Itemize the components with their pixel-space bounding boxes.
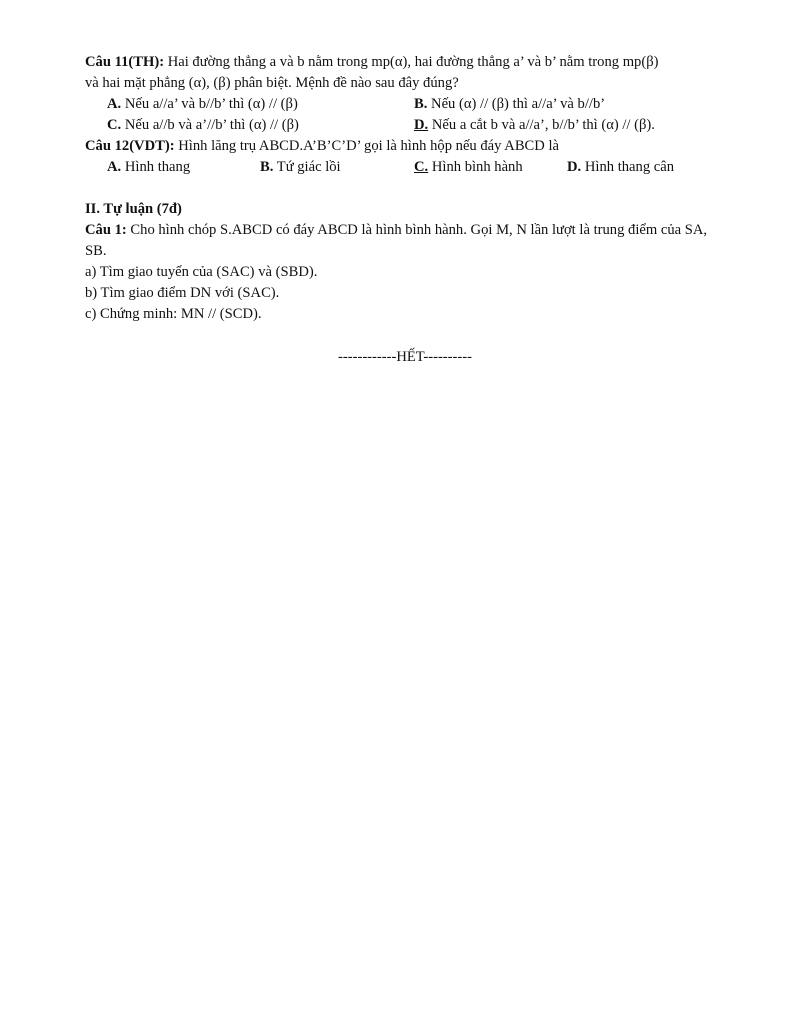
q11-option-c (107, 115, 299, 136)
q12-option-b-text: Tứ giác lồi (273, 159, 341, 175)
q12-options-row (85, 157, 725, 178)
q11-option-a-text: Nếu a//a’ và b//b’ thì (α) // (β) (121, 96, 298, 112)
q12-option-a-text: Hình thang (121, 159, 191, 175)
q11-options-row1 (85, 94, 725, 115)
q11-stem-line2: và hai mặt phẳng (α), (β) phân biệt. Mệnh đề nào sau đây đúng? (85, 75, 459, 91)
q11-option-c-letter: C. (107, 117, 122, 133)
q12-option-c-letter: C. (414, 159, 429, 175)
section2-part-b: b) Tìm giao điểm DN với (SAC). (85, 285, 280, 301)
q12-option-b (260, 157, 341, 178)
q11-option-b-text: Nếu (α) // (β) thì a//a’ và b//b’ (427, 96, 606, 112)
q11-option-d-letter: D. (414, 117, 429, 133)
q11-option-d-text: Nếu a cắt b và a//a’, b//b’ thì (α) // (β). (428, 117, 655, 133)
q12-option-d-letter: D. (567, 159, 582, 175)
q11-option-b (414, 94, 605, 115)
q12-stem (85, 136, 725, 157)
q11-option-a-letter: A. (107, 96, 122, 112)
q12-label: Câu 12(VDT): (85, 138, 175, 154)
q12-option-a (107, 157, 190, 178)
q12-option-c-text: Hình bình hành (428, 159, 523, 175)
section2-q1-stem (85, 220, 725, 262)
end-marker (85, 347, 725, 368)
spacer (85, 178, 725, 199)
q11-options-row2 (85, 115, 725, 136)
q11-option-b-letter: B. (414, 96, 428, 112)
end-marker-text: ------------HẾT---------- (338, 349, 472, 365)
q12-option-c (414, 157, 523, 178)
q12-option-d-text: Hình thang cân (581, 159, 675, 175)
q11-stem-line1 (85, 52, 725, 73)
q12-option-d (567, 157, 674, 178)
q12-stem-text: Hình lăng trụ ABCD.A’B’C’D’ gọi là hình hộp nếu đáy ABCD là (174, 138, 560, 154)
section2-part-c: c) Chứng minh: MN // (SCD). (85, 306, 262, 322)
q11-stem-text1: Hai đường thẳng a và b nằm trong mp(α), hai đường thẳng a’ và b’ nằm trong mp(β) (164, 54, 659, 70)
section2-q1-stem-text: Cho hình chóp S.ABCD có đáy ABCD là hình bình hành. Gọi M, N lần lượt là trung điểm của SA, SB. (85, 222, 708, 259)
q11-label: Câu 11(TH): (85, 54, 165, 70)
exam-page (85, 52, 725, 368)
section2-part-a: a) Tìm giao tuyến của (SAC) và (SBD). (85, 264, 318, 280)
q11-option-a (107, 94, 298, 115)
q11-option-d (414, 115, 655, 136)
q12-option-b-letter: B. (260, 159, 274, 175)
q12-option-a-letter: A. (107, 159, 122, 175)
q11-option-c-text: Nếu a//b và a’//b’ thì (α) // (β) (121, 117, 299, 133)
section2-q1-label: Câu 1: (85, 222, 127, 238)
section2-heading: II. Tự luận (7đ) (85, 201, 182, 217)
